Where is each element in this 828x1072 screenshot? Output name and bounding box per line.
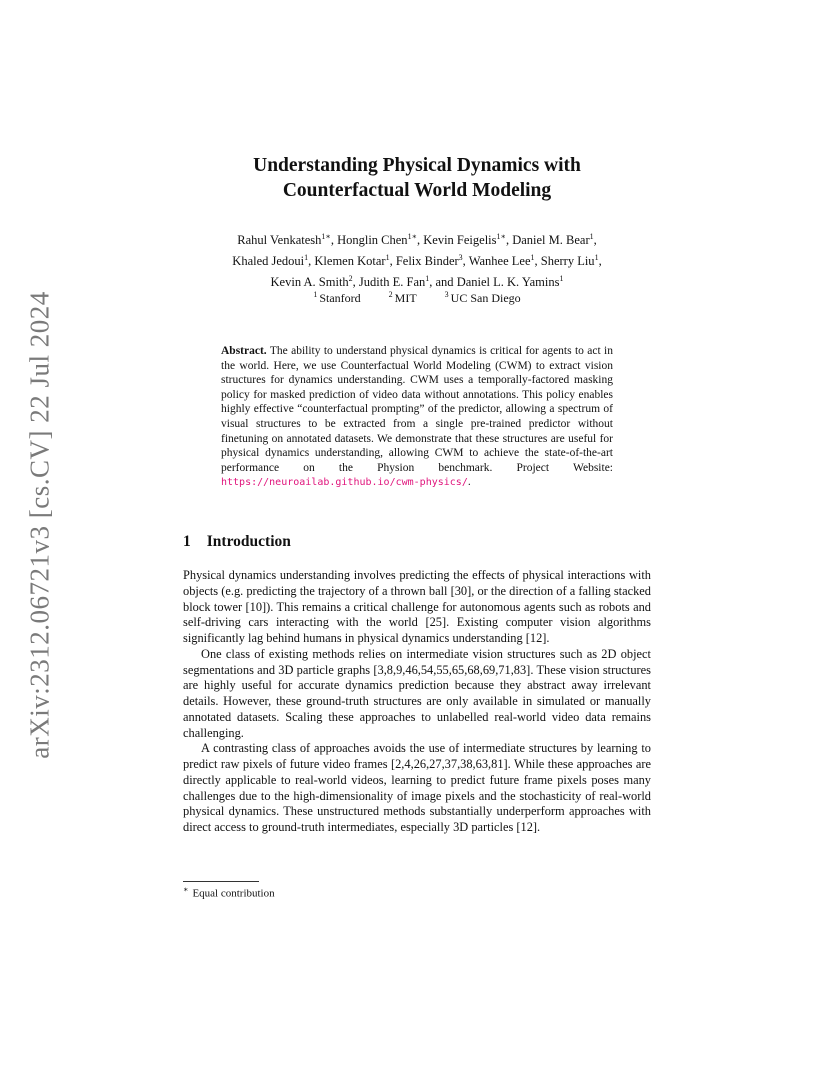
author-line-2 [150,249,684,270]
author-list [150,228,684,291]
author-name: Sherry Liu [540,254,595,269]
abstract-end: . [467,476,471,489]
author-affiliation-marker: 1∗ [407,232,417,241]
author-separator: , [352,275,359,290]
author-affiliation-marker: 2 [348,274,353,284]
author-affiliation-marker: 3 [458,253,463,263]
author-affiliation-marker: 1 [594,253,599,263]
author-affiliation-marker: 1 [385,253,390,263]
author-name: Honglin Chen [337,233,408,248]
section-title: Introduction [206,533,291,550]
author-affiliation-marker: 1∗ [496,232,506,241]
author-name: Kevin Feigelis [423,233,497,248]
author-line-1 [150,228,684,249]
author-name: Kevin A. Smith [270,275,349,290]
author-name: Rahul Venkatesh [237,233,322,248]
author-separator: , [417,233,424,248]
author-affiliation-marker: 1 [559,274,564,284]
arxiv-sidebar-stamp [18,290,62,760]
abstract [221,344,613,491]
project-website-link[interactable]: https://neuroailab.github.io/cwm-physics/ [221,477,468,489]
author-name: Wanhee Lee [468,254,531,269]
paper-title-line-2: Counterfactual World Modeling [282,180,552,201]
affiliation-marker: 1 [313,290,318,299]
author-name: Klemen Kotar [314,254,386,269]
author-separator: , [330,233,338,248]
author-separator: , [598,254,602,269]
author-separator: , [505,233,513,248]
author-separator: , [389,254,396,269]
affiliation [445,291,521,305]
arxiv-identifier: arXiv:2312.06721v3 [cs.CV] 22 Jul 2024 [24,291,55,759]
introduction-body [183,568,651,836]
abstract-text: The ability to understand physical dynamics is critical for agents to act in the world. Here, we use Counterfactual World Modeling (CWM) to extract vision structures for dynamics understanding. CWM uses a temporally-factored masking policy for masked prediction of video data without annotations. This policy enables highly effective “counterfactual prompting” of the predictor, allowing a spectrum of visual structures to be extracted from a single pre-trained predictor without finetuning on annotated datasets. We demonstrate that these structures are useful for physical dynamics understanding, allowing CWM to achieve the state-of-the-art performance on the Physion benchmark. Project Website: [221,345,613,474]
section-heading-introduction [183,533,653,551]
author-name: Felix Binder [395,254,459,269]
footnote-rule [183,881,259,882]
paper-title-line-1: Understanding Physical Dynamics with [253,155,581,176]
section-number: 1 [183,533,191,550]
author-separator: , [593,233,597,248]
author-separator: , [534,254,541,269]
author-affiliation-marker: 1 [589,232,594,241]
author-name: Judith E. Fan [358,275,426,290]
affiliation [313,291,360,305]
author-name: Khaled Jedoui [232,254,305,269]
affiliation-marker: 3 [444,290,449,299]
affiliation-list [150,290,684,306]
author-separator: , [462,254,469,269]
footnote [183,885,275,900]
author-separator: , [308,254,315,269]
affiliation-name: MIT [394,291,417,305]
footnote-text: Equal contribution [192,887,275,900]
affiliation-marker: 2 [388,290,393,299]
paper-title [120,153,714,203]
paragraph: One class of existing methods relies on intermediate vision structures such as 2D object segmentations and 3D particle graphs [3,8,9,46,54,55,65,68,69,71,83]. These vision structures are highly useful for accurate dynamics prediction because they abstract away irrelevant details. However, these ground-truth structures are only available in simulated or manually annotated datasets. Scaling these approaches to unlabelled real-world video data remains challenging. [183,646,651,740]
author-affiliation-marker: 1∗ [321,232,331,241]
author-line-3 [150,270,684,291]
footnote-marker: ∗ [183,885,189,894]
author-affiliation-marker: 1 [530,253,535,263]
affiliation-name: UC San Diego [450,291,521,305]
affiliation [389,291,417,305]
author-name: Daniel M. Bear [512,233,590,248]
author-separator: , and [429,275,457,290]
author-name: Daniel L. K. Yamins [456,275,560,290]
paragraph: A contrasting class of approaches avoids the use of intermediate structures by learning to predict raw pixels of future video frames [2,4,26,27,37,38,63,81]. While these approaches are directly applicable to real-world videos, learning to predict future frame pixels poses many challenges due to the high-dimensionality of image pixels and the stochasticity of real-world physical dynamics. These unstructured methods substantially underperform approaches with direct access to ground-truth intermediates, especially 3D particles [12]. [183,741,651,834]
affiliation-name: Stanford [319,291,361,305]
abstract-label: Abstract. [221,345,267,357]
paragraph: Physical dynamics understanding involves predicting the effects of physical interactions with objects (e.g. predicting the trajectory of a thrown ball [30], or the direction of a falling stacked block tower [10]). This remains a critical challenge for autonomous agents such as robots and self-driving cars interacting with the world [25]. Existing computer vision algorithms significantly lag behind humans in physical dynamics understanding [12]. [183,568,651,645]
author-affiliation-marker: 1 [304,253,309,263]
author-affiliation-marker: 1 [425,274,430,284]
